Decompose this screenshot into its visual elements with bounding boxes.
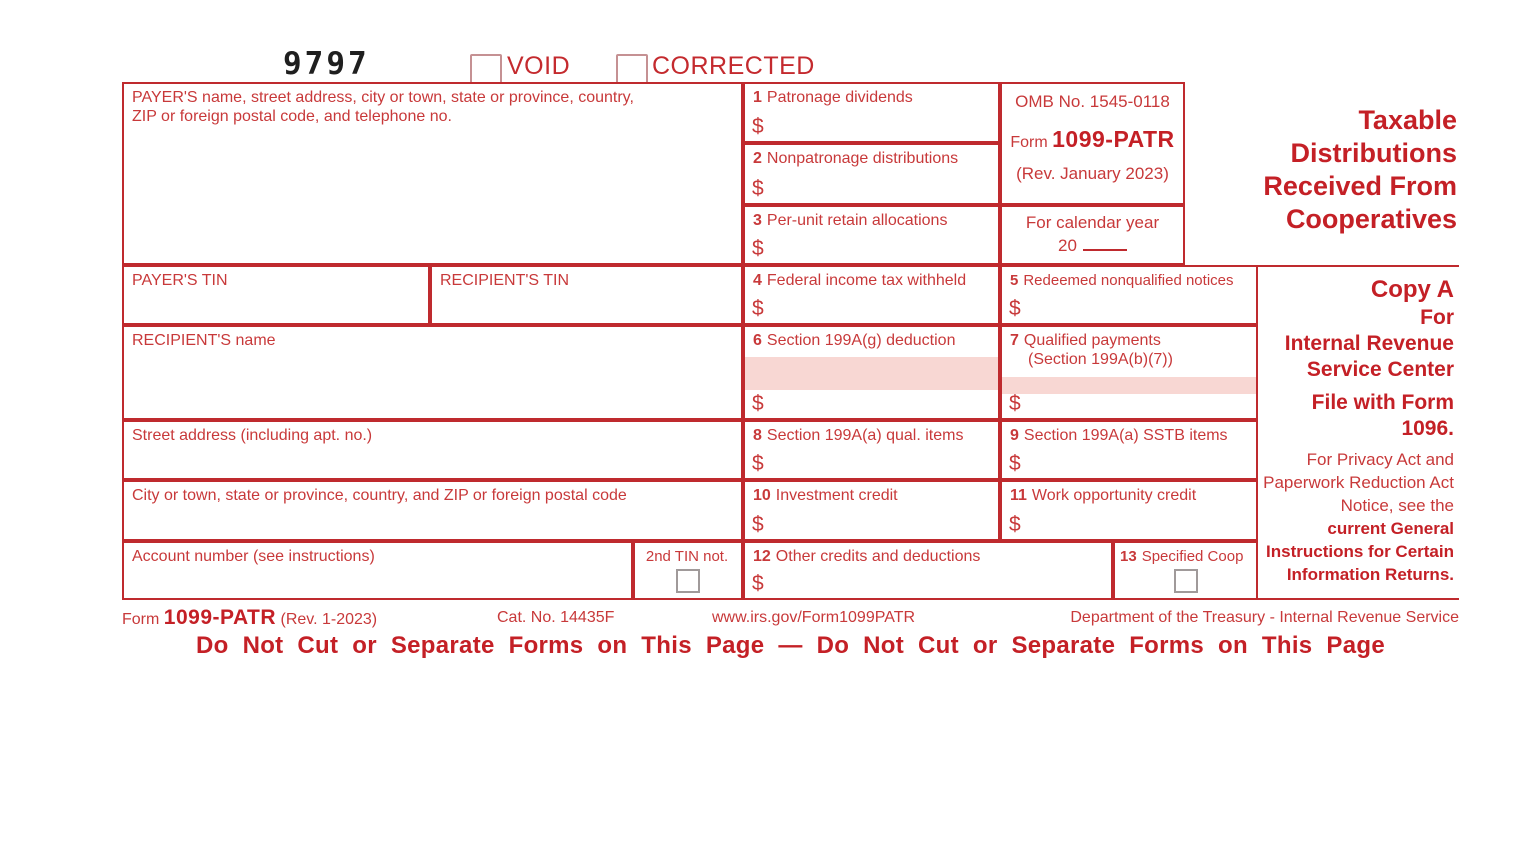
box-5-number: 5 bbox=[1010, 272, 1019, 289]
box-7-amount-field[interactable] bbox=[1002, 388, 1256, 418]
footer-row bbox=[122, 606, 1459, 632]
box-9-label bbox=[1002, 422, 1256, 445]
box-3-per-unit-retain-allocations bbox=[743, 205, 1000, 265]
box-6-text: Section 199A(g) deduction bbox=[766, 332, 956, 349]
box-11-work-opportunity-credit bbox=[1000, 480, 1258, 541]
box-3-number: 3 bbox=[753, 212, 762, 229]
box-7-number: 7 bbox=[1010, 332, 1019, 349]
box-7-text-line2: (Section 199A(b)(7)) bbox=[1028, 351, 1173, 368]
box-7-text: Qualified payments bbox=[1023, 332, 1161, 349]
dollar-sign: $ bbox=[1009, 297, 1021, 320]
box-10-label bbox=[745, 482, 998, 505]
box-11-amount-field[interactable] bbox=[1002, 509, 1256, 539]
box-9-text: Section 199A(a) SSTB items bbox=[1023, 427, 1228, 444]
form-id-header bbox=[1002, 112, 1183, 153]
box-1-amount-field[interactable] bbox=[745, 111, 998, 141]
city-label: City or town, state or province, country, and ZIP or foreign postal code bbox=[132, 487, 627, 504]
box-12-amount-field[interactable] bbox=[745, 568, 1111, 598]
box-3-text: Per-unit retain allocations bbox=[766, 212, 948, 229]
box-11-text: Work opportunity credit bbox=[1031, 487, 1197, 504]
box-10-amount-field[interactable] bbox=[745, 509, 998, 539]
form-revision: (Rev. January 2023) bbox=[1016, 164, 1169, 183]
form-grid bbox=[122, 82, 1459, 600]
dollar-sign: $ bbox=[752, 452, 764, 475]
box-6-section-199ag-deduction bbox=[743, 325, 1000, 420]
box-7-label bbox=[1002, 327, 1256, 369]
dollar-sign: $ bbox=[1009, 452, 1021, 475]
void-label: VOID bbox=[507, 52, 571, 80]
footer-form-revision: (Rev. 1-2023) bbox=[280, 611, 378, 628]
second-tin-checkbox[interactable] bbox=[676, 569, 700, 593]
copy-a-irs1: Internal Revenue bbox=[1284, 332, 1454, 355]
box-6-label bbox=[745, 327, 998, 350]
footer-form-word: Form bbox=[122, 611, 160, 628]
box-10-number: 10 bbox=[753, 487, 771, 504]
copy-a-panel bbox=[1258, 265, 1459, 600]
box-5-label bbox=[1002, 267, 1256, 290]
box-13-number: 13 bbox=[1120, 548, 1137, 565]
recipient-name-label: RECIPIENT'S name bbox=[132, 332, 276, 349]
recipient-tin-field[interactable] bbox=[430, 265, 743, 325]
dollar-sign: $ bbox=[1009, 392, 1021, 415]
form-title: Taxable Distributions Received From Cooperatives bbox=[1263, 105, 1457, 234]
form-word: Form bbox=[1010, 134, 1048, 151]
box-11-number: 11 bbox=[1010, 487, 1027, 504]
specified-coop-checkbox[interactable] bbox=[1174, 569, 1198, 593]
year-blank-line[interactable] bbox=[1083, 235, 1127, 251]
street-address-label: Street address (including apt. no.) bbox=[132, 427, 373, 444]
box-9-amount-field[interactable] bbox=[1002, 448, 1256, 478]
box-2-amount-field[interactable] bbox=[745, 173, 998, 203]
box-8-section-199aa-qual-items bbox=[743, 420, 1000, 480]
dollar-sign: $ bbox=[752, 297, 764, 320]
dollar-sign: $ bbox=[752, 572, 764, 595]
box-4-number: 4 bbox=[753, 272, 762, 289]
calendar-year-entry bbox=[1002, 233, 1183, 256]
void-checkbox[interactable] bbox=[470, 54, 502, 84]
box-5-amount-field[interactable] bbox=[1002, 293, 1256, 323]
box-10-investment-credit bbox=[743, 480, 1000, 541]
payer-name-label bbox=[124, 84, 741, 126]
department-text: Department of the Treasury - Internal Revenue Service bbox=[1070, 609, 1459, 626]
omb-box bbox=[1000, 82, 1185, 205]
box-2-text: Nonpatronage distributions bbox=[766, 150, 959, 167]
box-1-patronage-dividends bbox=[743, 82, 1000, 143]
dollar-sign: $ bbox=[752, 177, 764, 200]
box-3-amount-field[interactable] bbox=[745, 233, 998, 263]
form-id: 1099-PATR bbox=[1052, 126, 1175, 152]
box-13-specified-coop bbox=[1113, 541, 1258, 600]
footer-form-id bbox=[122, 606, 377, 630]
street-address-field[interactable] bbox=[122, 420, 743, 480]
catalog-number: Cat. No. 14435F bbox=[497, 609, 615, 626]
dollar-sign: $ bbox=[1009, 513, 1021, 536]
recipient-tin-label: RECIPIENT'S TIN bbox=[440, 272, 569, 289]
box-1-text: Patronage dividends bbox=[766, 89, 913, 106]
box-6-amount-field[interactable] bbox=[745, 388, 998, 418]
box-5-text: Redeemed nonqualified notices bbox=[1023, 272, 1234, 289]
account-number-label: Account number (see instructions) bbox=[132, 548, 375, 565]
box-7-qualified-payments bbox=[1000, 325, 1258, 420]
general-instructions-text: current General Instructions for Certain Information Returns. bbox=[1266, 519, 1454, 584]
corrected-checkbox[interactable] bbox=[616, 54, 648, 84]
omb-number: OMB No. 1545-0118 bbox=[1015, 92, 1170, 111]
box-8-number: 8 bbox=[753, 427, 762, 444]
box-2-label bbox=[745, 145, 998, 168]
copy-a-irs2: Service Center bbox=[1306, 358, 1454, 381]
copy-a-for: For bbox=[1420, 306, 1454, 329]
box-12-other-credits-and-deductions bbox=[743, 541, 1113, 600]
box-4-text: Federal income tax withheld bbox=[766, 272, 967, 289]
copy-a-title: Copy A bbox=[1370, 276, 1454, 303]
box-12-text: Other credits and deductions bbox=[775, 548, 981, 565]
box-9-number: 9 bbox=[1010, 427, 1019, 444]
box-1-label bbox=[745, 84, 998, 107]
year-prefix: 20 bbox=[1058, 236, 1077, 255]
footer-form-number: 1099-PATR bbox=[163, 606, 277, 629]
irs-url: www.irs.gov/Form1099PATR bbox=[712, 609, 916, 626]
box-6-number: 6 bbox=[753, 332, 762, 349]
box-8-text: Section 199A(a) qual. items bbox=[766, 427, 964, 444]
box-13-label bbox=[1115, 543, 1256, 566]
box-4-label bbox=[745, 267, 998, 290]
box-5-redeemed-nonqualified-notices bbox=[1000, 265, 1258, 325]
box-11-label bbox=[1002, 482, 1256, 505]
box-13-text: Specified Coop bbox=[1141, 548, 1244, 565]
dollar-sign: $ bbox=[752, 115, 764, 138]
box-8-amount-field[interactable] bbox=[745, 448, 998, 478]
city-field[interactable] bbox=[122, 480, 743, 541]
box-2-nonpatronage-distributions bbox=[743, 143, 1000, 205]
account-number-field[interactable] bbox=[122, 541, 633, 600]
recipient-name-field[interactable] bbox=[122, 325, 743, 420]
calendar-year-box bbox=[1000, 205, 1185, 265]
box-4-federal-income-tax-withheld bbox=[743, 265, 1000, 325]
box-9-section-199aa-sstb-items bbox=[1000, 420, 1258, 480]
box-12-label bbox=[745, 543, 1111, 566]
privacy-act-text: For Privacy Act and Paperwork Reduction Act Notice, see the bbox=[1263, 450, 1454, 515]
second-tin-cell bbox=[633, 541, 743, 600]
dollar-sign: $ bbox=[752, 513, 764, 536]
payer-name-label-line1: PAYER'S name, street address, city or town, state or province, country, bbox=[132, 89, 634, 106]
box-8-label bbox=[745, 422, 998, 445]
dollar-sign: $ bbox=[752, 392, 764, 415]
payer-name-label-line2: ZIP or foreign postal code, and telephone no. bbox=[132, 108, 452, 125]
box-2-number: 2 bbox=[753, 150, 762, 167]
payer-tin-field[interactable] bbox=[122, 265, 430, 325]
box-4-amount-field[interactable] bbox=[745, 293, 998, 323]
box-1-number: 1 bbox=[753, 89, 762, 106]
box-12-number: 12 bbox=[753, 548, 771, 565]
do-not-cut-warning: Do Not Cut or Separate Forms on This Page — Do Not Cut or Separate Forms on This Page bbox=[196, 632, 1385, 659]
box-3-label bbox=[745, 207, 998, 230]
box-10-text: Investment credit bbox=[775, 487, 898, 504]
payer-name-field[interactable] bbox=[122, 82, 743, 265]
corrected-label: CORRECTED bbox=[652, 52, 815, 80]
payer-tin-label: PAYER'S TIN bbox=[132, 272, 228, 289]
second-tin-label: 2nd TIN not. bbox=[645, 548, 729, 565]
print-control-code: 9797 bbox=[283, 46, 370, 82]
box-6-shaded-stripe bbox=[745, 357, 998, 390]
calendar-year-label: For calendar year bbox=[1025, 213, 1160, 232]
file-with-1096: File with Form 1096. bbox=[1311, 391, 1454, 440]
dollar-sign: $ bbox=[752, 237, 764, 260]
